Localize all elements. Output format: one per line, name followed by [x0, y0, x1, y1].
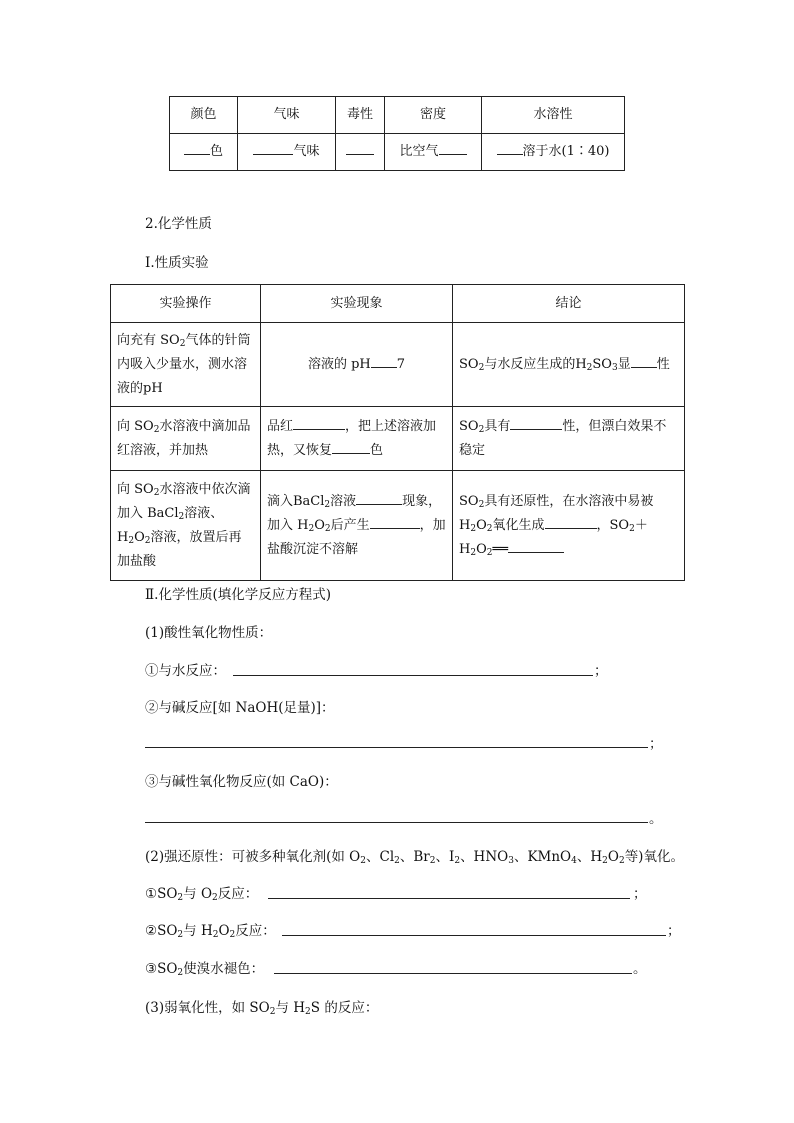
semicolon: ；	[594, 663, 608, 679]
blank-line	[371, 353, 397, 368]
blank-line	[439, 140, 467, 155]
row1-operation: 向充有 $SO_2$气体的针筒内吸入少量水，测水溶液的pH	[111, 323, 261, 407]
row3-operation: 向 $SO_2$水溶液中依次滴加入 BaCl$_2$溶液、$H_2O_2$溶液，放置后再加盐酸	[111, 471, 261, 581]
answer-line	[145, 822, 648, 823]
period: 。	[633, 961, 647, 977]
row1-phenomenon: 溶液的 pH 7	[261, 323, 453, 407]
cell-odor: 气味	[238, 134, 336, 171]
blank-line	[508, 538, 564, 553]
blank-line	[356, 490, 402, 505]
so2-with-o2-label: $①SO_2$与 $O_2$反应：	[145, 886, 259, 903]
section-property-experiments: Ⅰ.性质实验	[145, 255, 209, 271]
semicolon: ；	[667, 923, 681, 939]
row3-phenomenon: 滴入BaCl$_2$溶液 现象，加入 $H_2O_2$后产生 ，加盐酸沉淀不溶解	[261, 471, 453, 581]
cell-toxicity	[336, 134, 385, 171]
header-phenomenon: 实验现象	[261, 285, 453, 323]
row2-conclusion: $SO_2$具有 性，但漂白效果不稳定	[453, 407, 685, 471]
header-odor: 气味	[238, 97, 336, 134]
weak-oxidizing-heading: (3)弱氧化性，如 $SO_2$与 $H_2S$ 的反应：	[145, 1000, 379, 1017]
header-conclusion: 结论	[453, 285, 685, 323]
blank-line	[184, 140, 210, 155]
semicolon: ；	[633, 886, 647, 902]
reducing-property-heading: (2)强还原性：可被多种氧化剂(如 $O_2$、$Cl_2$、$Br_2$、$I_2$、$HNO_3$、KMnO$_4$、$H_2O_2$等)氧化。	[145, 849, 684, 866]
react-with-base-label: ②与碱反应[如 NaOH(足量)]：	[145, 700, 335, 716]
answer-line	[274, 973, 632, 974]
blank-line	[370, 514, 420, 529]
row2-phenomenon: 品红 ，把上述溶液加热，又恢复 色	[261, 407, 453, 471]
blank-line	[346, 140, 374, 155]
experiment-table	[110, 284, 685, 581]
row2-operation: 向 $SO_2$水溶液中滴加品红溶液，并加热	[111, 407, 261, 471]
header-solubility: 水溶性	[482, 97, 625, 134]
blank-line	[253, 140, 293, 155]
row3-conclusion: $SO_2$具有还原性，在水溶液中易被 $H_2O_2$氧化生成 ，$SO_2+$ $H_2O_2══$	[453, 471, 685, 581]
acidic-oxide-heading: (1)酸性氧化物性质：	[145, 625, 273, 641]
blank-line	[497, 140, 523, 155]
react-with-water-label: ①与水反应：	[145, 663, 226, 679]
header-color: 颜色	[170, 97, 238, 134]
header-toxicity: 毒性	[336, 97, 385, 134]
so2-with-h2o2-label: $②SO_2$与 $H_2O_2$反应：	[145, 923, 276, 940]
physical-properties-table	[169, 96, 625, 171]
answer-line	[145, 747, 648, 748]
cell-color: 色	[170, 134, 238, 171]
answer-line	[233, 675, 593, 676]
period: 。	[649, 811, 663, 827]
blank-line	[631, 353, 657, 368]
blank-line	[332, 439, 370, 454]
blank-line	[545, 514, 597, 529]
section-chemical-equations: Ⅱ.化学性质(填化学反应方程式)	[145, 587, 332, 603]
blank-line	[293, 415, 345, 430]
cell-density: 比空气	[385, 134, 482, 171]
header-operation: 实验操作	[111, 285, 261, 323]
blank-line	[510, 415, 562, 430]
semicolon: ；	[649, 736, 663, 752]
section-chemical-properties: 2.化学性质	[145, 216, 212, 232]
row1-conclusion: $SO_2$与水反应生成的$H_2SO_3$显 性	[453, 323, 685, 407]
header-density: 密度	[385, 97, 482, 134]
answer-line	[282, 935, 666, 936]
cell-solubility: 溶于水(1∶40)	[482, 134, 625, 171]
react-with-basic-oxide-label: ③与碱性氧化物反应(如 CaO)：	[145, 774, 338, 790]
so2-bromine-water-label: $③SO_2$使溴水褪色：	[145, 961, 265, 978]
answer-line	[268, 898, 630, 899]
